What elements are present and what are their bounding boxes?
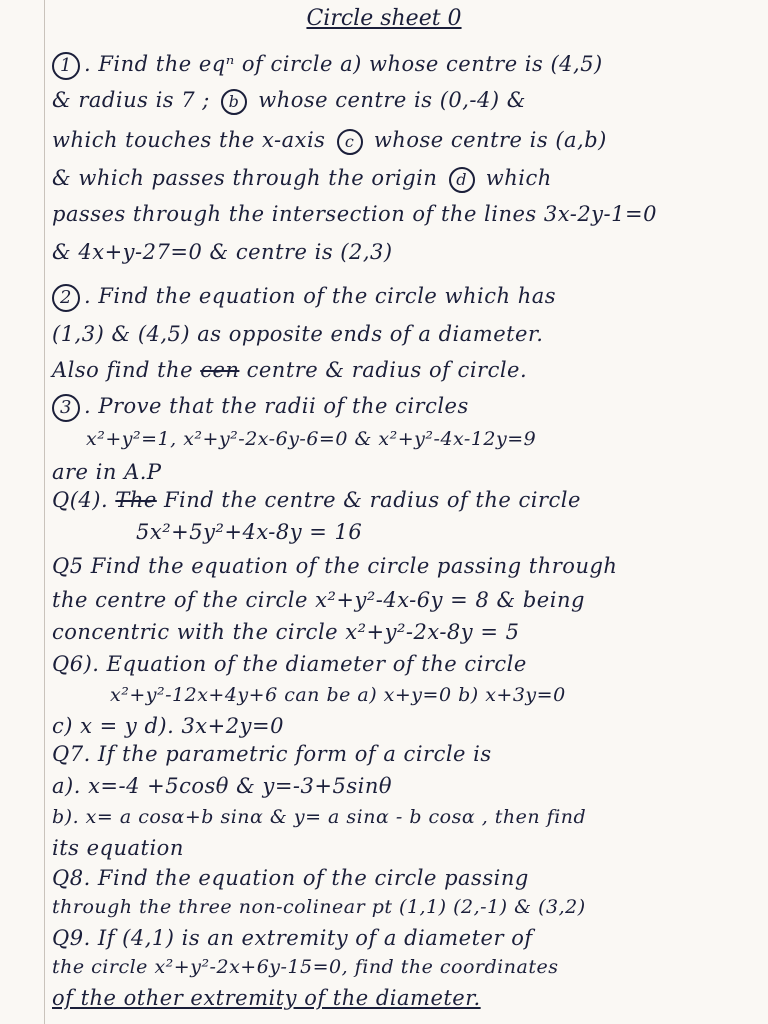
q2-line-3 bbox=[52, 358, 752, 382]
q1-part-b-label: b bbox=[221, 89, 247, 115]
q3-number: 3 bbox=[52, 394, 80, 422]
q2-text-3a: Also find the bbox=[52, 358, 194, 382]
q2-line-2: (1,3) & (4,5) as opposite ends of a diameter. bbox=[52, 322, 544, 346]
q9-line-3: of the other extremity of the diameter. bbox=[52, 986, 481, 1010]
margin-line bbox=[44, 0, 45, 1024]
q1-text-3a: which touches the x-axis bbox=[52, 128, 326, 152]
q9-line-2: the circle x²+y²-2x+6y-15=0, find the coordinates bbox=[52, 956, 559, 978]
q8-line-1: Q8. Find the equation of the circle passing bbox=[52, 866, 529, 890]
q6-line-3: c) x = y d). 3x+2y=0 bbox=[52, 714, 284, 738]
q9-line-1: Q9. If (4,1) is an extremity of a diameter of bbox=[52, 926, 533, 950]
q4-struck-word: The bbox=[115, 488, 157, 512]
q6-line-2: x²+y²-12x+4y+6 can be a) x+y=0 b) x+3y=0 bbox=[110, 684, 566, 706]
q1-part-c-label: c bbox=[337, 129, 363, 155]
q1-text-4d: which bbox=[485, 166, 552, 190]
q1-text-4a: & which passes through the origin bbox=[52, 166, 438, 190]
q1-line-5: passes through the intersection of the lines 3x-2y-1=0 bbox=[52, 202, 657, 226]
q5-line-1: Q5 Find the equation of the circle passing through bbox=[52, 554, 618, 578]
q3-line-1 bbox=[52, 394, 752, 422]
q7-line-4: its equation bbox=[52, 836, 184, 860]
q1-line-2 bbox=[52, 88, 752, 115]
q1-line-3 bbox=[52, 128, 752, 155]
q2-text-1: . Find the equation of the circle which has bbox=[84, 284, 557, 308]
q3-line-3: are in A.P bbox=[52, 460, 162, 484]
q1-number: 1 bbox=[52, 52, 80, 80]
q2-line-1 bbox=[52, 284, 752, 312]
q3-text-1: . Prove that the radii of the circles bbox=[84, 394, 469, 418]
q4-text-1: Find the centre & radius of the circle bbox=[163, 488, 581, 512]
q4-line-1 bbox=[52, 488, 752, 512]
q4-line-2: 5x²+5y²+4x-8y = 16 bbox=[136, 520, 363, 544]
q5-line-2: the centre of the circle x²+y²-4x-6y = 8 & being bbox=[52, 588, 585, 612]
q1-text-2a: & radius is 7 ; bbox=[52, 88, 210, 112]
q2-number: 2 bbox=[52, 284, 80, 312]
q1-text-3c: whose centre is (a,b) bbox=[373, 128, 607, 152]
q3-line-2: x²+y²=1, x²+y²-2x-6y-6=0 & x²+y²-4x-12y=9 bbox=[86, 428, 537, 450]
q1-text-1: . Find the eqⁿ of circle a) whose centre is (4,5) bbox=[84, 52, 603, 76]
q4-prefix: Q(4). bbox=[52, 488, 109, 512]
page-title: Circle sheet 0 bbox=[306, 6, 462, 31]
q2-text-3b: centre & radius of circle. bbox=[246, 358, 528, 382]
q1-part-d-label: d bbox=[449, 167, 475, 193]
q1-line-4 bbox=[52, 166, 752, 193]
q5-line-3: concentric with the circle x²+y²-2x-8y = 5 bbox=[52, 620, 520, 644]
q8-line-2: through the three non-colinear pt (1,1) (2,-1) & (3,2) bbox=[52, 896, 586, 918]
q6-line-1: Q6). Equation of the diameter of the circle bbox=[52, 652, 527, 676]
q7-line-2: a). x=-4 +5cosθ & y=-3+5sinθ bbox=[52, 774, 392, 798]
q1-text-2b: whose centre is (0,-4) & bbox=[258, 88, 526, 112]
q7-line-3: b). x= a cosα+b sinα & y= a sinα - b cosα , then find bbox=[52, 806, 587, 828]
q7-line-1: Q7. If the parametric form of a circle is bbox=[52, 742, 492, 766]
q2-struck-word: cen bbox=[200, 358, 240, 382]
q1-line-1 bbox=[52, 52, 752, 80]
q1-line-6: & 4x+y-27=0 & centre is (2,3) bbox=[52, 240, 393, 264]
